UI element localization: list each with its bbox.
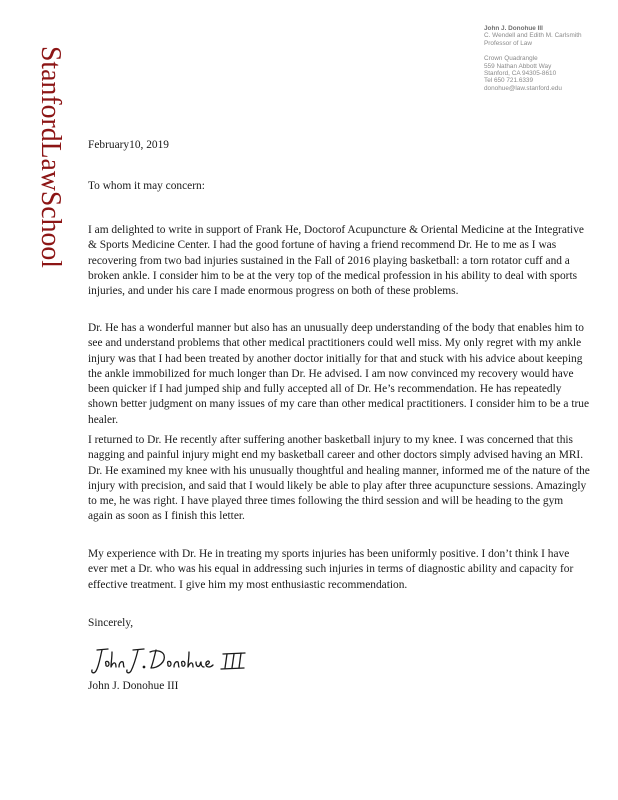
address-line-1: Crown Quadrangle <box>484 55 538 63</box>
salutation: To whom it may concern: <box>88 180 205 192</box>
body-paragraph: Dr. He has a wonderful manner but also has an unusually deep understanding of the body that enables him to see and understand problems that other medical practitioners could well miss. My only regret with my ankle injury was that I had been treated by another doctor initially for that and stuck with his advice about keeping the ankle immobilized for much longer than Dr. He advised. I am now convinced my recovery would have been quicker if I had jumped ship and fully accepted all of Dr. He’s recommendation. He has repeatedly shown better judgment on many issues of my care than other medical practitioners. I consider him to be a true healer. <box>88 322 590 426</box>
address-line-2: 559 Nathan Abbott Way <box>484 62 552 70</box>
sender-title-line-2: Professor of Law <box>484 39 532 47</box>
address-line-3: Stanford, CA 94305-8610 <box>484 70 557 78</box>
stanford-law-school-logo <box>8 44 66 270</box>
body-paragraph: My experience with Dr. He in treating my sports injuries has been uniformly positive. I don’t think I have ever met a Dr. who was his equal in addressing such injuries in terms of diagnostic ability and capacity for effective treatment. I give him my most enthusiastic recommendation. <box>88 548 574 591</box>
closing: Sincerely, <box>88 617 134 629</box>
letter-date: February10, 2019 <box>88 139 169 151</box>
logo-wordmark: StanfordLawSchool <box>35 46 66 270</box>
signer-name: John J. Donohue III <box>88 680 179 692</box>
body-paragraph: I am delighted to write in support of Frank He, Doctorof Acupuncture & Oriental Medicine at the Integrative & Sports Medicine Center. I had the good fortune of having a friend recommend Dr. He to me as I was recovering from two bad injuries sustained in the Fall of 2016 playing basketball: a torn rotator cuff and a broken ankle. I consider him to be at the very top of the medical profession in his ability to deal with sports injuries, and under his care I made enormous progress on both of these problems. <box>88 224 584 298</box>
letterhead-contact-block <box>484 25 614 92</box>
handwritten-signature <box>88 640 268 680</box>
phone-number: Tel 650 721.6339 <box>484 77 534 85</box>
sender-title-line-1: C. Wendell and Edith M. Carlsmith <box>484 32 582 40</box>
email-address: donohue@law.stanford.edu <box>484 84 562 92</box>
body-paragraph: I returned to Dr. He recently after suffering another basketball injury to my knee. I was concerned that this nagging and painful injury might end my basketball career and other doctors simply advised having an MRI. Dr. He examined my knee with his unusually thoughtful and healing manner, informed me of the nature of the injury with precision, and said that I would likely be able to play after three acupuncture sessions. Amazingly to me, he was right. I have played three times following the third session and will be heading to the gym again as soon as I finish this letter. <box>88 434 590 523</box>
sender-name: John J. Donohue III <box>484 25 543 32</box>
